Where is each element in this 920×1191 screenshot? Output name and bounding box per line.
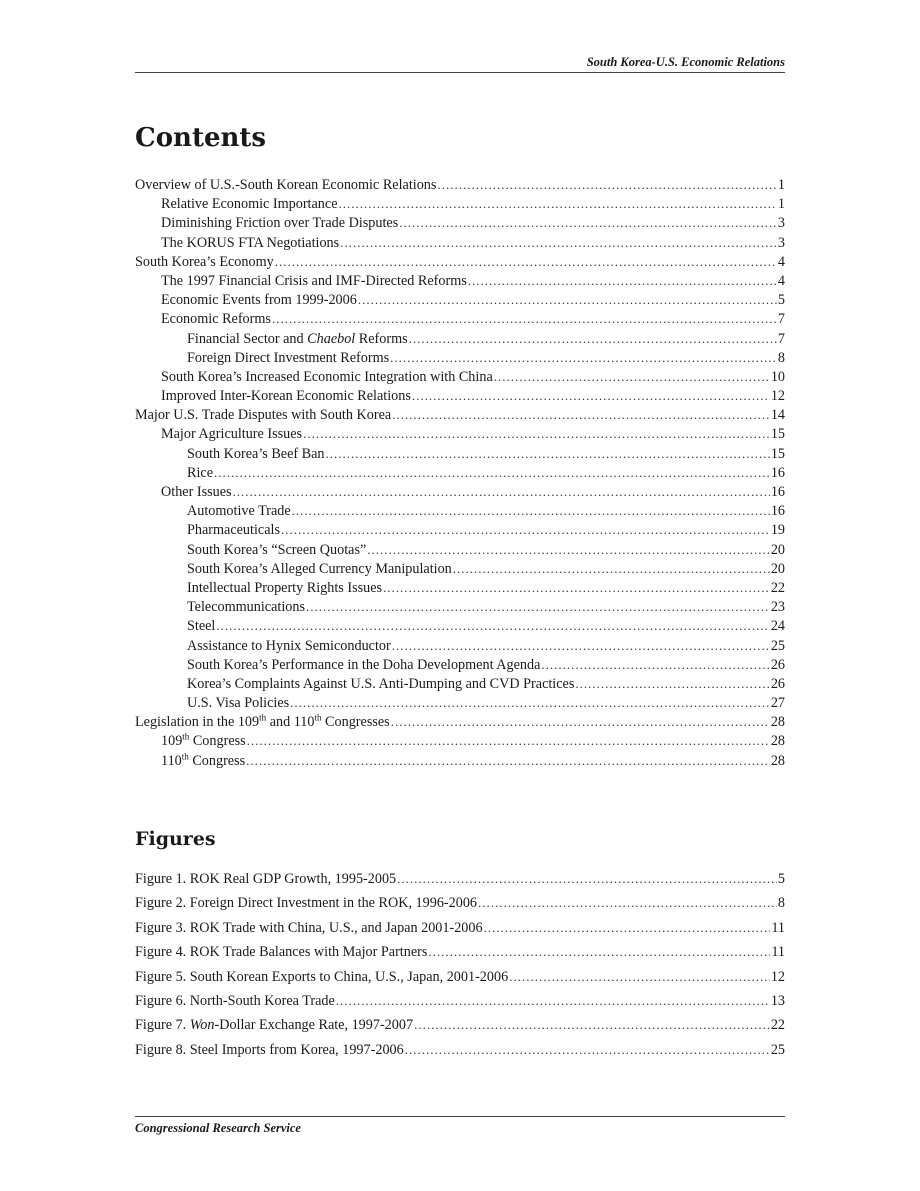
- toc-entry-label: Other Issues: [161, 484, 232, 500]
- figure-entry-page: 12: [770, 968, 785, 985]
- toc-entry-label: [187, 330, 408, 349]
- toc-entry[interactable]: [135, 252, 785, 271]
- toc-entry-page: 7: [777, 330, 785, 347]
- toc-entry[interactable]: [135, 616, 785, 635]
- toc-entry-page: 28: [770, 733, 785, 750]
- toc-entry-label: South Korea’s “Screen Quotas”: [187, 541, 367, 558]
- toc-entry[interactable]: [135, 655, 785, 674]
- contents-title: Contents: [135, 123, 267, 153]
- legislation-prefix: Legislation in the 109: [135, 714, 260, 731]
- figure-entry-page: 8: [777, 895, 785, 912]
- dot-leader: [214, 463, 770, 482]
- dot-leader: [272, 309, 777, 328]
- dot-leader: [412, 386, 770, 405]
- toc-entry[interactable]: [135, 578, 785, 597]
- dot-leader: [383, 578, 770, 597]
- figure-entry-page: 13: [770, 992, 785, 1009]
- running-header: South Korea-U.S. Economic Relations: [586, 55, 785, 69]
- toc-entry-label: Automotive Trade: [187, 503, 291, 520]
- toc-entry-label: U.S. Visa Policies: [187, 695, 290, 712]
- ordinal-sup: th: [259, 712, 267, 723]
- figure-entry-label: Figure 1. ROK Real GDP Growth, 1995-2005: [135, 871, 397, 887]
- dot-leader: [306, 597, 770, 616]
- toc-entry-page: 4: [777, 253, 785, 270]
- dot-leader: [233, 482, 770, 501]
- table-of-contents: [135, 175, 785, 770]
- figures-title: Figures: [135, 828, 216, 850]
- ordinal-sup: th: [182, 731, 190, 742]
- figure-entry-label: Figure 2. Foreign Direct Investment in the ROK, 1996-2006: [135, 895, 478, 912]
- toc-entry[interactable]: [135, 597, 785, 616]
- figure-label-prefix: Figure 7.: [135, 1017, 190, 1034]
- toc-entry-page: 15: [770, 426, 785, 443]
- toc-entry[interactable]: [135, 271, 785, 290]
- legislation-mid: and 110: [266, 714, 315, 731]
- dot-leader: [397, 869, 777, 888]
- toc-entry-page: 7: [777, 311, 785, 328]
- dot-leader: [247, 731, 770, 750]
- dot-leader: [575, 674, 769, 693]
- toc-entry-label: Korea’s Complaints Against U.S. Anti-Dumping and CVD Practices: [187, 675, 575, 692]
- figure-entry-page: 25: [770, 1041, 785, 1058]
- dot-leader: [340, 233, 777, 252]
- dot-leader: [478, 893, 777, 912]
- dot-leader: [405, 1040, 770, 1059]
- toc-entry-page: 16: [770, 464, 785, 481]
- toc-entry-109th-congress[interactable]: [135, 731, 785, 750]
- toc-entry-page: 12: [770, 388, 785, 405]
- figure-entry-label: Figure 3. ROK Trade with China, U.S., and Japan 2001-2006: [135, 919, 483, 936]
- toc-entry-label: [135, 713, 390, 732]
- toc-entry-page: 26: [770, 656, 785, 673]
- dot-leader: [339, 194, 777, 213]
- toc-entry[interactable]: [135, 501, 785, 520]
- figure-entry[interactable]: [135, 967, 785, 991]
- figure-label-italic: Won: [189, 1017, 215, 1034]
- toc-entry-page: 26: [770, 675, 785, 692]
- ordinal-sup: th: [314, 712, 322, 723]
- toc-entry-page: 15: [770, 445, 785, 462]
- congress-number: 110: [161, 752, 182, 769]
- toc-entry[interactable]: [135, 405, 785, 424]
- toc-entry-label: Economic Events from 1999-2006: [161, 292, 357, 309]
- toc-entry-page: 23: [770, 599, 785, 616]
- dot-leader: [392, 405, 770, 424]
- toc-entry-label: Telecommunications: [187, 599, 305, 616]
- toc-entry-page: 3: [777, 215, 785, 232]
- toc-entry[interactable]: [135, 482, 785, 501]
- figure-entry-page: 11: [771, 944, 785, 961]
- toc-entry-label: Steel: [187, 618, 216, 635]
- figure-entry[interactable]: [135, 991, 785, 1015]
- figure-entry-label: Figure 8. Steel Imports from Korea, 1997-2006: [135, 1041, 404, 1058]
- toc-entry-label-suffix: Reforms: [355, 330, 408, 347]
- dot-leader: [414, 1015, 770, 1034]
- toc-entry[interactable]: [135, 520, 785, 539]
- toc-entry-label: The KORUS FTA Negotiations: [161, 234, 340, 251]
- toc-entry-label: Relative Economic Importance: [161, 196, 338, 213]
- figure-entry[interactable]: [135, 918, 785, 942]
- dot-leader: [336, 991, 770, 1010]
- toc-entry[interactable]: [135, 386, 785, 405]
- figure-entry-page: 5: [777, 871, 785, 887]
- dot-leader: [409, 329, 777, 348]
- header-rule: [135, 72, 785, 73]
- toc-entry[interactable]: [135, 175, 785, 194]
- toc-entry-label-prefix: Financial Sector and: [187, 330, 308, 347]
- toc-entry-label: Intellectual Property Rights Issues: [187, 579, 383, 596]
- list-of-figures: [135, 869, 785, 1064]
- toc-entry-label: Major Agriculture Issues: [161, 426, 303, 443]
- figure-entry-page: 22: [770, 1017, 785, 1034]
- toc-entry[interactable]: [135, 463, 785, 482]
- toc-entry-label: Assistance to Hynix Semiconductor: [187, 637, 391, 654]
- dot-leader: [367, 540, 770, 559]
- toc-entry[interactable]: [135, 329, 785, 348]
- figure-entry-page: 11: [771, 919, 785, 936]
- dot-leader: [399, 213, 777, 232]
- toc-entry[interactable]: [135, 194, 785, 213]
- dot-leader: [494, 367, 770, 386]
- toc-entry[interactable]: [135, 693, 785, 712]
- dot-leader: [468, 271, 777, 290]
- toc-entry-label: Foreign Direct Investment Reforms: [187, 349, 390, 366]
- toc-entry[interactable]: [135, 213, 785, 232]
- dot-leader: [216, 616, 769, 635]
- toc-entry[interactable]: [135, 674, 785, 693]
- toc-entry-label-italic: Chaebol: [307, 330, 356, 347]
- toc-entry[interactable]: [135, 348, 785, 367]
- toc-entry-page: 10: [770, 368, 785, 385]
- toc-entry-page: 4: [777, 272, 785, 289]
- dot-leader: [326, 444, 770, 463]
- toc-entry-page: 3: [777, 234, 785, 251]
- toc-entry-page: 27: [770, 695, 785, 712]
- figure-entry-label: Figure 4. ROK Trade Balances with Major Partners: [135, 944, 428, 961]
- congress-suffix: Congress: [188, 752, 246, 769]
- toc-entry-legislation[interactable]: [135, 712, 785, 731]
- figure-entry-label: [135, 1016, 413, 1035]
- dot-leader: [437, 175, 776, 194]
- toc-entry-label: Diminishing Friction over Trade Disputes: [161, 215, 399, 232]
- figure-entry[interactable]: [135, 1015, 785, 1039]
- dot-leader: [281, 520, 770, 539]
- toc-entry[interactable]: [135, 424, 785, 443]
- toc-entry-page: 25: [770, 637, 785, 654]
- toc-entry-page: 8: [777, 349, 785, 366]
- legislation-suffix: Congresses: [321, 714, 390, 731]
- toc-entry-page: 20: [770, 541, 785, 558]
- dot-leader: [453, 559, 770, 578]
- toc-entry-page: 24: [770, 618, 785, 635]
- toc-entry-page: 28: [770, 752, 785, 769]
- figure-entry-label: Figure 6. North-South Korea Trade: [135, 992, 335, 1009]
- footer-rule: [135, 1116, 785, 1117]
- toc-entry-label: Improved Inter-Korean Economic Relations: [161, 388, 411, 405]
- dot-leader: [303, 424, 770, 443]
- toc-entry-page: 1: [777, 196, 785, 213]
- toc-entry-page: 1: [777, 177, 785, 193]
- toc-entry-page: 14: [770, 407, 785, 424]
- toc-entry-page: 5: [777, 292, 785, 309]
- toc-entry[interactable]: [135, 290, 785, 309]
- toc-entry[interactable]: [135, 559, 785, 578]
- dot-leader: [275, 252, 777, 271]
- toc-entry-110th-congress[interactable]: [135, 751, 785, 770]
- toc-entry-page: 28: [770, 714, 785, 731]
- toc-entry-label: Major U.S. Trade Disputes with South Korea: [135, 407, 392, 424]
- toc-entry[interactable]: [135, 309, 785, 328]
- dot-leader: [246, 751, 770, 770]
- toc-entry-label: Economic Reforms: [161, 311, 271, 328]
- toc-entry-label: [161, 732, 246, 751]
- dot-leader: [391, 712, 770, 731]
- dot-leader: [390, 348, 777, 367]
- toc-entry-label: Overview of U.S.-South Korean Economic Relations: [135, 177, 437, 193]
- figure-entry[interactable]: [135, 942, 785, 966]
- dot-leader: [509, 967, 770, 986]
- toc-entry-label: South Korea’s Alleged Currency Manipulation: [187, 560, 452, 577]
- figure-entry[interactable]: [135, 1040, 785, 1064]
- dot-leader: [484, 918, 771, 937]
- footer-org: Congressional Research Service: [135, 1121, 301, 1135]
- toc-entry[interactable]: [135, 636, 785, 655]
- toc-entry-label: The 1997 Financial Crisis and IMF-Directed Reforms: [161, 272, 467, 289]
- toc-entry-label: South Korea’s Economy: [135, 253, 274, 270]
- figure-entry[interactable]: [135, 893, 785, 917]
- dot-leader: [428, 942, 770, 961]
- dot-leader: [358, 290, 777, 309]
- toc-entry-label: South Korea’s Beef Ban: [187, 445, 325, 462]
- congress-number: 109: [161, 733, 183, 750]
- toc-entry-label: Rice: [187, 464, 213, 481]
- toc-entry-label: South Korea’s Increased Economic Integration with China: [161, 368, 493, 385]
- congress-suffix: Congress: [189, 733, 246, 750]
- dot-leader: [392, 636, 770, 655]
- dot-leader: [290, 693, 770, 712]
- ordinal-sup: th: [181, 750, 189, 761]
- toc-entry-page: 20: [770, 560, 785, 577]
- toc-entry-page: 19: [770, 522, 785, 539]
- dot-leader: [541, 655, 769, 674]
- toc-entry-page: 16: [770, 484, 785, 500]
- toc-entry-page: 22: [770, 579, 785, 596]
- toc-entry[interactable]: [135, 444, 785, 463]
- toc-entry[interactable]: [135, 367, 785, 386]
- figure-entry[interactable]: [135, 869, 785, 893]
- toc-entry-label: [161, 752, 245, 771]
- toc-entry[interactable]: [135, 233, 785, 252]
- figure-entry-label: Figure 5. South Korean Exports to China, U.S., Japan, 2001-2006: [135, 968, 509, 985]
- dot-leader: [292, 501, 770, 520]
- toc-entry[interactable]: [135, 540, 785, 559]
- toc-entry-label: Pharmaceuticals: [187, 522, 280, 539]
- toc-entry-label: South Korea’s Performance in the Doha Development Agenda: [187, 656, 541, 673]
- toc-entry-page: 16: [770, 503, 785, 520]
- figure-label-suffix: -Dollar Exchange Rate, 1997-2007: [214, 1017, 414, 1034]
